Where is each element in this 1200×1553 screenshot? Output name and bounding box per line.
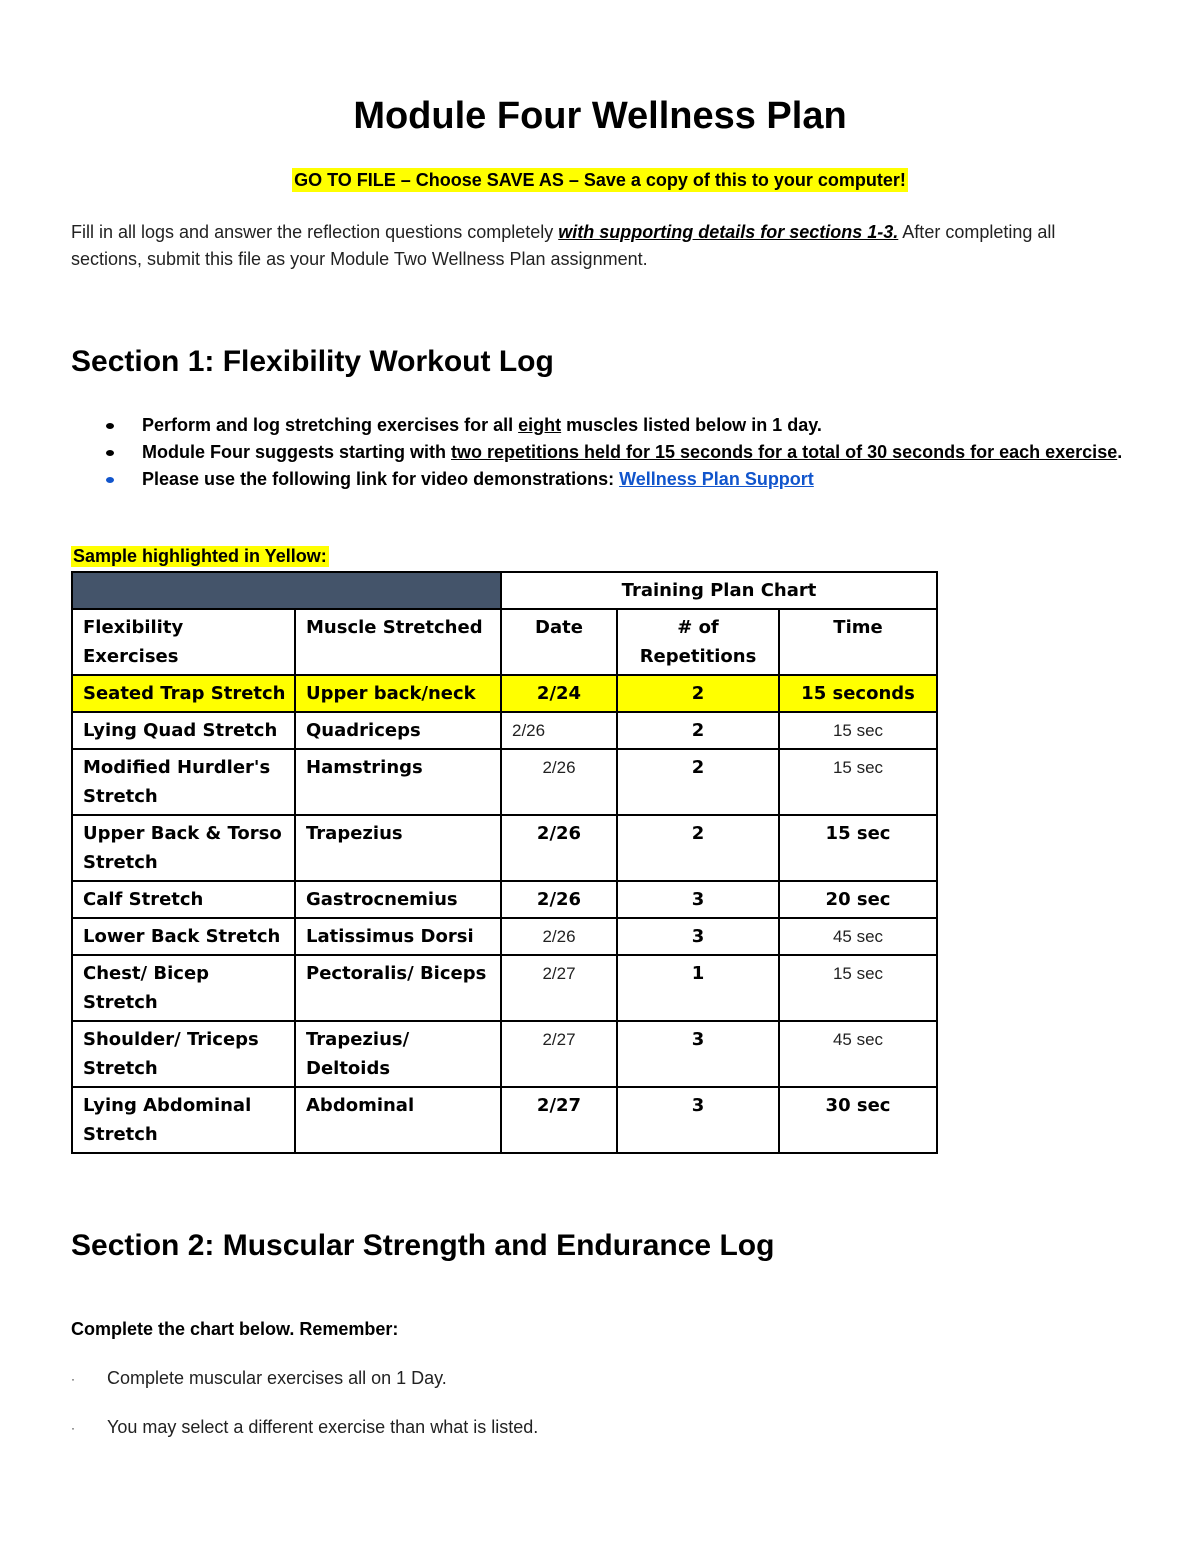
cell-reps: 3 bbox=[617, 918, 779, 955]
list-item bbox=[71, 1368, 447, 1389]
bullet-item bbox=[102, 439, 1142, 466]
cell-time-value: 45 sec bbox=[832, 927, 884, 946]
cell-exercise: Lying Abdominal Stretch bbox=[72, 1087, 295, 1153]
column-header: Date bbox=[501, 609, 617, 675]
training-plan-table bbox=[71, 571, 938, 1154]
cell-time-value: 45 sec bbox=[832, 1030, 884, 1049]
bullet-text: Perform and log stretching exercises for all bbox=[142, 415, 519, 435]
cell-reps: 2 bbox=[617, 712, 779, 749]
cell-exercise: Calf Stretch bbox=[72, 881, 295, 918]
cell-date-value: 2/26 bbox=[542, 927, 576, 946]
cell-time: 15 sec bbox=[779, 815, 937, 881]
page-title: Module Four Wellness Plan bbox=[353, 95, 847, 137]
cell-muscle: Upper back/neck bbox=[295, 675, 501, 712]
intro-text-2: After completing all sections, submit this file as your Module Two Wellness Plan assignment. bbox=[71, 222, 1056, 269]
bullet-underlined: two repetitions held for 15 seconds for a total of 30 seconds for each exercise bbox=[451, 442, 1118, 462]
cell-date-value: 2/27 bbox=[542, 964, 576, 983]
cell-time bbox=[779, 918, 937, 955]
bullet-icon bbox=[106, 423, 114, 429]
table-group-header: Training Plan Chart bbox=[501, 572, 937, 609]
save-notice bbox=[0, 170, 1200, 191]
cell-muscle: Abdominal bbox=[295, 1087, 501, 1153]
cell-muscle: Hamstrings bbox=[295, 749, 501, 815]
cell-date: 2/24 bbox=[501, 675, 617, 712]
column-header: Muscle Stretched bbox=[295, 609, 501, 675]
cell-date-value: 2/26 bbox=[512, 721, 546, 740]
cell-muscle: Latissimus Dorsi bbox=[295, 918, 501, 955]
cell-date bbox=[501, 712, 617, 749]
cell-date-value: 2/27 bbox=[542, 1030, 576, 1049]
intro-emphasis: with supporting details for sections 1-3. bbox=[558, 222, 899, 242]
table-row bbox=[72, 881, 937, 918]
intro-text-1: Fill in all logs and answer the reflection questions completely bbox=[71, 222, 559, 242]
cell-date-value: 2/26 bbox=[542, 758, 576, 777]
cell-exercise: Upper Back & Torso Stretch bbox=[72, 815, 295, 881]
cell-exercise: Chest/ Bicep Stretch bbox=[72, 955, 295, 1021]
column-header: Time bbox=[779, 609, 937, 675]
list-item-text: You may select a different exercise than what is listed. bbox=[107, 1417, 539, 1437]
table-header-filler bbox=[72, 572, 501, 609]
cell-date bbox=[501, 955, 617, 1021]
table-column-header-row bbox=[72, 609, 937, 675]
section2-heading: Section 2: Muscular Strength and Endurance Log bbox=[71, 1229, 775, 1262]
cell-time bbox=[779, 1021, 937, 1087]
section1-bullets bbox=[102, 412, 1142, 493]
wellness-plan-support-link[interactable]: Wellness Plan Support bbox=[619, 469, 814, 489]
cell-reps: 2 bbox=[617, 675, 779, 712]
cell-time-value: 15 sec bbox=[832, 964, 884, 983]
save-notice-text: GO TO FILE – Choose SAVE AS – Save a copy of this to your computer! bbox=[294, 170, 906, 190]
cell-date: 2/27 bbox=[501, 1087, 617, 1153]
bullet-text: Please use the following link for video demonstrations: bbox=[142, 469, 620, 489]
cell-muscle: Trapezius bbox=[295, 815, 501, 881]
section2-subheading: Complete the chart below. Remember: bbox=[71, 1319, 399, 1339]
cell-muscle: Trapezius/ Deltoids bbox=[295, 1021, 501, 1087]
table-row bbox=[72, 955, 937, 1021]
cell-time-value: 15 sec bbox=[832, 721, 884, 740]
list-item-text: Complete muscular exercises all on 1 Day. bbox=[107, 1368, 447, 1388]
bullet-icon bbox=[106, 477, 114, 483]
cell-muscle: Gastrocnemius bbox=[295, 881, 501, 918]
cell-reps: 2 bbox=[617, 815, 779, 881]
cell-time: 15 seconds bbox=[779, 675, 937, 712]
list-item bbox=[71, 1417, 538, 1438]
cell-exercise: Seated Trap Stretch bbox=[72, 675, 295, 712]
bullet-text: muscles listed below in 1 day. bbox=[561, 415, 822, 435]
cell-exercise: Lying Quad Stretch bbox=[72, 712, 295, 749]
bullet-icon bbox=[106, 450, 114, 456]
table-row bbox=[72, 918, 937, 955]
sample-label: Sample highlighted in Yellow: bbox=[73, 546, 327, 566]
cell-date: 2/26 bbox=[501, 815, 617, 881]
intro-paragraph bbox=[71, 219, 1131, 273]
cell-time: 20 sec bbox=[779, 881, 937, 918]
cell-reps: 1 bbox=[617, 955, 779, 1021]
table-row bbox=[72, 1021, 937, 1087]
table-row bbox=[72, 749, 937, 815]
bullet-item bbox=[102, 412, 1142, 439]
table-group-header-row bbox=[72, 572, 937, 609]
list-marker: · bbox=[71, 1421, 75, 1436]
cell-exercise: Modified Hurdler's Stretch bbox=[72, 749, 295, 815]
cell-muscle: Pectoralis/ Biceps bbox=[295, 955, 501, 1021]
cell-reps: 2 bbox=[617, 749, 779, 815]
section1-heading: Section 1: Flexibility Workout Log bbox=[71, 345, 554, 378]
column-header: # of Repetitions bbox=[617, 609, 779, 675]
bullet-item bbox=[102, 466, 1142, 493]
cell-time-value: 15 sec bbox=[832, 758, 884, 777]
cell-reps: 3 bbox=[617, 1021, 779, 1087]
cell-muscle: Quadriceps bbox=[295, 712, 501, 749]
list-marker: · bbox=[71, 1372, 75, 1387]
cell-reps: 3 bbox=[617, 881, 779, 918]
cell-date bbox=[501, 749, 617, 815]
cell-date: 2/26 bbox=[501, 881, 617, 918]
table-row-sample bbox=[72, 675, 937, 712]
table-row bbox=[72, 1087, 937, 1153]
table-row bbox=[72, 712, 937, 749]
cell-time bbox=[779, 749, 937, 815]
cell-date bbox=[501, 918, 617, 955]
bullet-text: . bbox=[1117, 442, 1123, 462]
cell-exercise: Shoulder/ Triceps Stretch bbox=[72, 1021, 295, 1087]
cell-reps: 3 bbox=[617, 1087, 779, 1153]
cell-time: 30 sec bbox=[779, 1087, 937, 1153]
cell-time bbox=[779, 955, 937, 1021]
table-row bbox=[72, 815, 937, 881]
bullet-text: Module Four suggests starting with bbox=[142, 442, 452, 462]
cell-time bbox=[779, 712, 937, 749]
cell-exercise: Lower Back Stretch bbox=[72, 918, 295, 955]
cell-date bbox=[501, 1021, 617, 1087]
column-header: Flexibility Exercises bbox=[72, 609, 295, 675]
bullet-underlined: eight bbox=[518, 415, 562, 435]
